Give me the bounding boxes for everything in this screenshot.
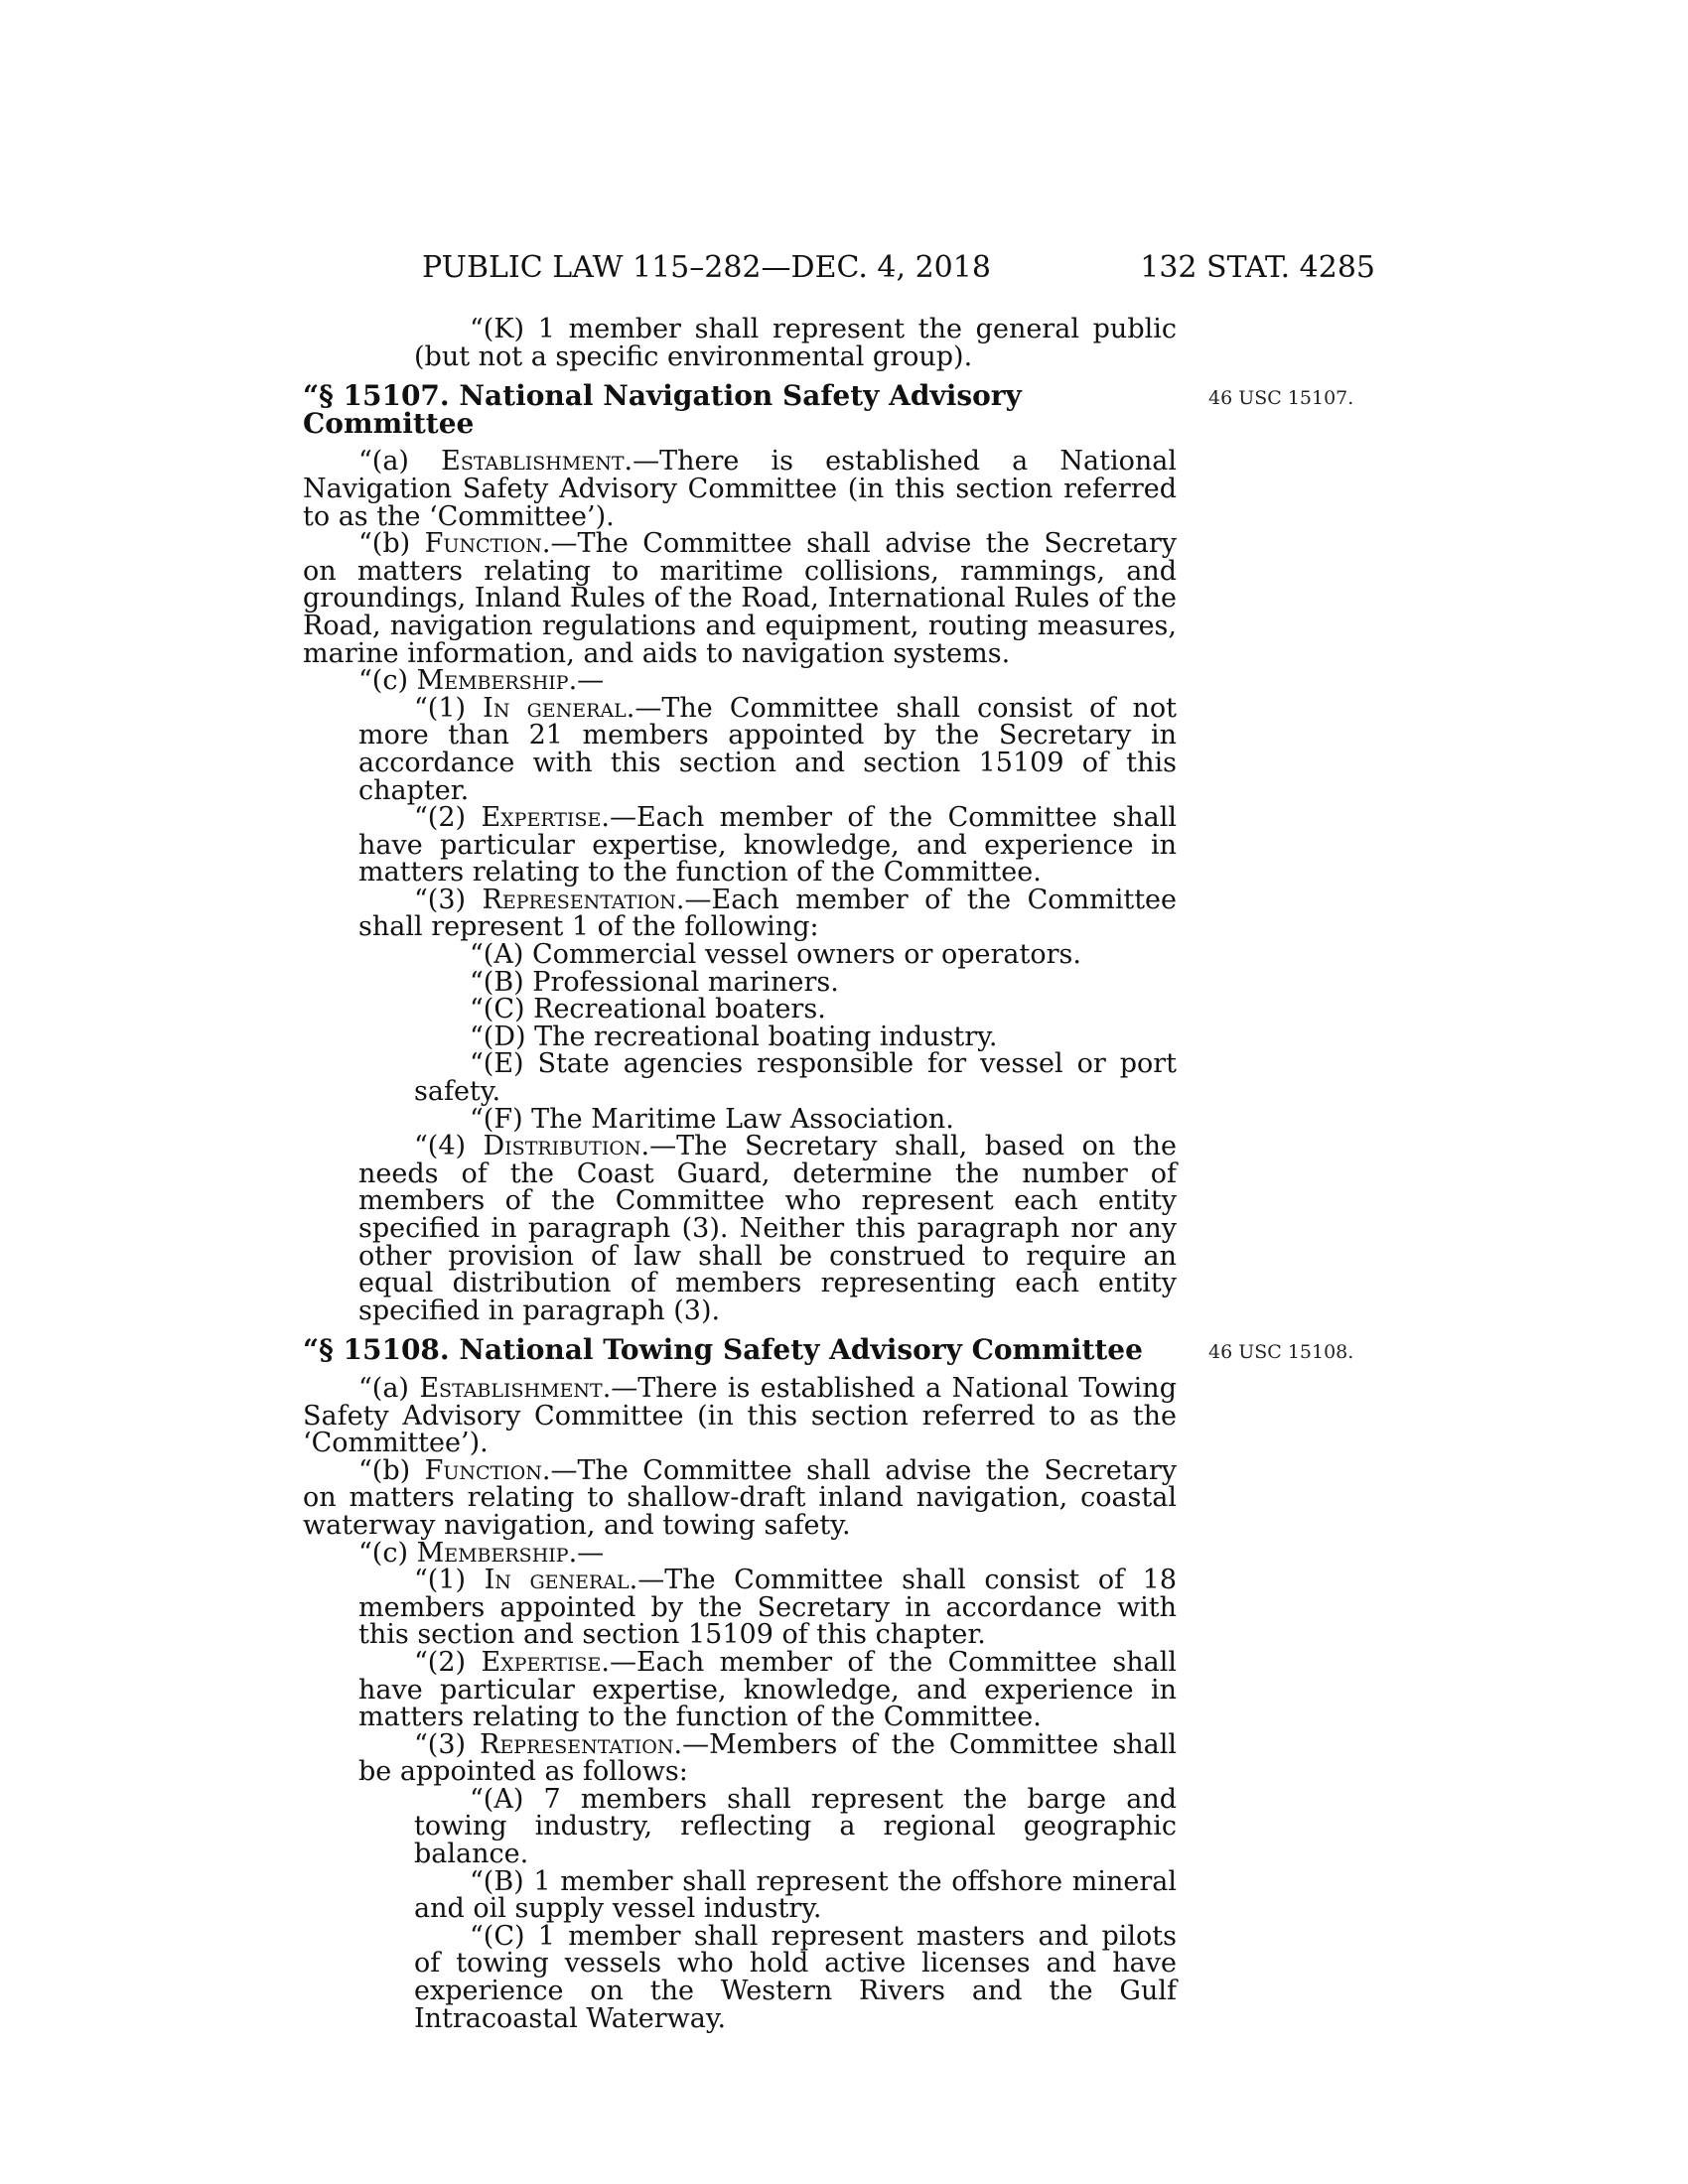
subsection-c: “(c) Membership.— bbox=[358, 1537, 605, 1569]
running-head: PUBLIC LAW 115–282—DEC. 4, 2018 bbox=[422, 250, 991, 285]
subsection-a: “(a) Establishment.—There is established a National Towing Safety Advisory Committee (in this section referred to as the ‘Committee’). bbox=[303, 1372, 1177, 1459]
subsection-a: “(a) Establishment.—There is established a National Navigation Safety Advisory Committee (in this section referred to as the ‘Committee’). bbox=[303, 446, 1177, 532]
list-item: “(B) 1 member shall represent the offshore mineral and oil supply vessel industry. bbox=[414, 1865, 1177, 1925]
subsection-c: “(c) Membership.— bbox=[358, 665, 605, 697]
margin-note-15107: 46 USC 15107. bbox=[1208, 387, 1354, 410]
list-item: “(B) Professional mariners. bbox=[470, 966, 839, 998]
stat-page-number: 132 STAT. 4285 bbox=[1140, 250, 1375, 285]
page-header bbox=[422, 248, 1375, 288]
section-title: “§ 15107. National Navigation Safety Advisory Committee bbox=[303, 379, 1022, 440]
paragraph-4: “(4) Distribution.—The Secretary shall, based on the needs of the Coast Guard, determine the number of members of the Committee who represent each entity specified in paragraph (3). Neither this paragraph nor any other provision of law shall be construed to require an equal distribution of members representing each entity specified in paragraph (3). bbox=[358, 1131, 1177, 1326]
document-body bbox=[303, 314, 1354, 2034]
section-heading-15107 bbox=[303, 379, 1354, 440]
paragraph-3: “(3) Representation.—Members of the Committee shall be appointed as follows: bbox=[358, 1728, 1178, 1788]
list-item: “(F) The Maritime Law Association. bbox=[470, 1103, 954, 1135]
margin-note-15108: 46 USC 15108. bbox=[1208, 1341, 1354, 1364]
paragraph-3: “(3) Representation.—Each member of the Committee shall represent 1 of the following: bbox=[358, 884, 1177, 943]
paragraph-k: “(K) 1 member shall represent the general public (but not a specific environmental group). bbox=[414, 314, 1177, 372]
list-item: “(C) Recreational boaters. bbox=[470, 994, 826, 1025]
paragraph-1: “(1) In general.—The Committee shall consist of not more than 21 members appointed by the Secretary in accordance with this section and section 15109 of this chapter. bbox=[358, 692, 1178, 806]
list-item: “(A) Commercial vessel owners or operators. bbox=[470, 939, 1081, 971]
subsection-b: “(b) Function.—The Committee shall advise the Secretary on matters relating to shallow-draft inland navigation, coastal waterway navigation, and towing safety. bbox=[303, 1454, 1177, 1541]
paragraph-1: “(1) In general.—The Committee shall consist of 18 members appointed by the Secretary in accordance with this section and section 15109 of this chapter. bbox=[358, 1565, 1177, 1651]
section-title: “§ 15108. National Towing Safety Advisory Committee bbox=[303, 1333, 1143, 1367]
list-item: “(E) State agencies responsible for vessel or port safety. bbox=[414, 1048, 1177, 1108]
paragraph-2: “(2) Expertise.—Each member of the Committee shall have particular expertise, knowledge, and experience in matters relating to the function of the Committee. bbox=[358, 1646, 1178, 1733]
list-item: “(D) The recreational boating industry. bbox=[470, 1021, 998, 1052]
section-heading-15108 bbox=[303, 1333, 1354, 1367]
list-item: “(C) 1 member shall represent masters and pilots of towing vessels who hold active licenses and have experience on the Western Rivers and the Gulf Intracoastal Waterway. bbox=[414, 1920, 1177, 2034]
paragraph-2: “(2) Expertise.—Each member of the Committee shall have particular expertise, knowledge, and experience in matters relating to the function of the Committee. bbox=[358, 802, 1178, 888]
list-item: “(A) 7 members shall represent the barge and towing industry, reflecting a regional geographic balance. bbox=[414, 1783, 1177, 1870]
subsection-b: “(b) Function.—The Committee shall advise the Secretary on matters relating to maritime collisions, rammings, and groundings, Inland Rules of the Road, International Rules of the Road, navigation regulations and equipment, routing measures, marine information, and aids to navigation systems. bbox=[303, 528, 1177, 669]
